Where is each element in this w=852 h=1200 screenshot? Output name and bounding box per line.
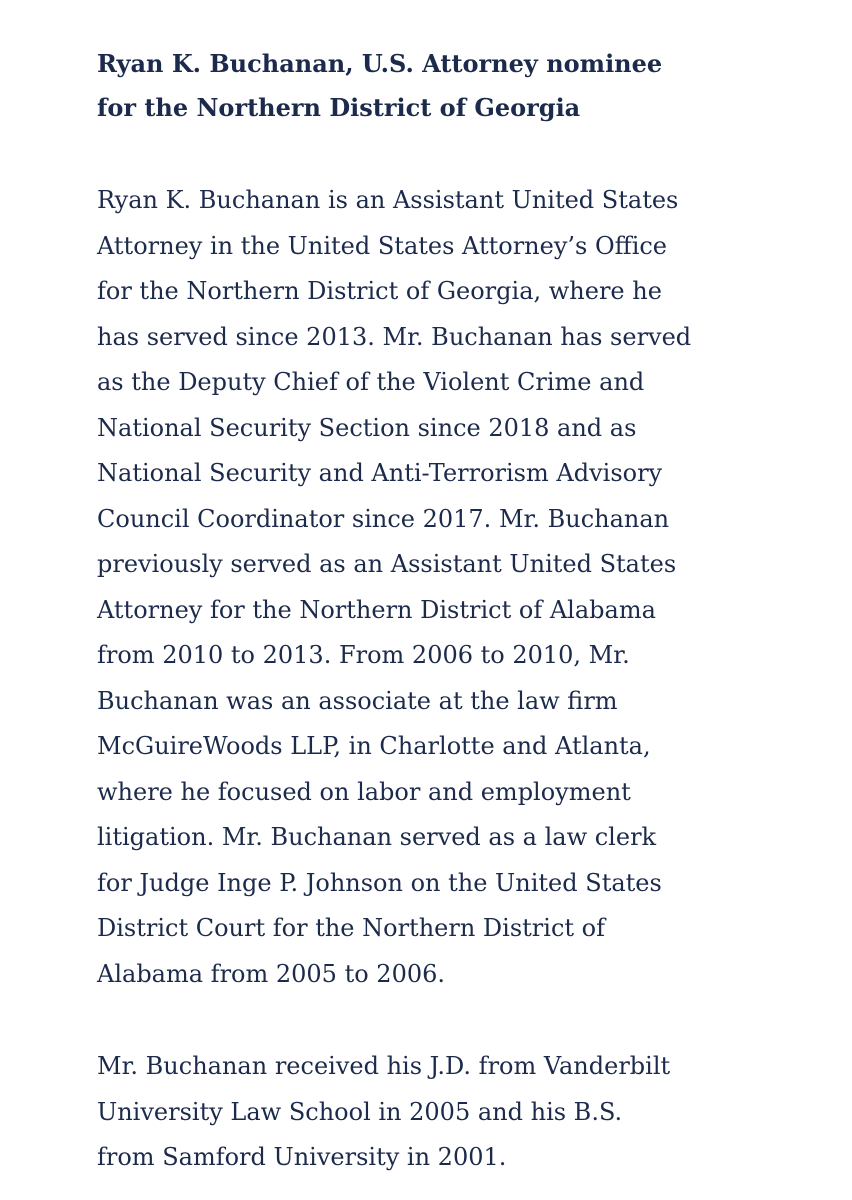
- paragraph-line: Ryan K. Buchanan is an Assistant United States: [97, 186, 679, 214]
- paragraph-line: litigation. Mr. Buchanan served as a law clerk: [97, 823, 657, 851]
- heading-line: Ryan K. Buchanan, U.S. Attorney nominee: [97, 49, 663, 78]
- paragraph-line: Alabama from 2005 to 2006.: [97, 959, 446, 988]
- paragraph-line: from Samford University in 2001.: [97, 1143, 507, 1171]
- paragraph-line: Mr. Buchanan received his J.D. from Vanderbilt: [97, 1052, 671, 1080]
- document-heading: [97, 42, 797, 130]
- paragraph-line: as the Deputy Chief of the Violent Crime and: [97, 368, 645, 396]
- biography-paragraph: [97, 178, 797, 997]
- paragraph-line: District Court for the Northern District of: [97, 914, 605, 942]
- paragraph-line: National Security and Anti-Terrorism Advisory: [97, 459, 663, 487]
- paragraph-line: University Law School in 2005 and his B.S.: [97, 1097, 623, 1126]
- paragraph-line: has served since 2013. Mr. Buchanan has served: [97, 322, 692, 351]
- paragraph-line: Buchanan was an associate at the law firm: [97, 686, 618, 715]
- paragraph-line: Council Coordinator since 2017. Mr. Buchanan: [97, 504, 670, 533]
- heading-line: for the Northern District of Georgia: [97, 93, 581, 122]
- paragraph-line: for Judge Inge P. Johnson on the United States: [97, 868, 662, 897]
- paragraph-line: McGuireWoods LLP, in Charlotte and Atlanta,: [97, 732, 651, 760]
- paragraph-line: from 2010 to 2013. From 2006 to 2010, Mr.: [97, 641, 630, 669]
- paragraph-line: for the Northern District of Georgia, where he: [97, 277, 662, 305]
- education-paragraph: [97, 1044, 797, 1181]
- paragraph-line: Attorney for the Northern District of Alabama: [97, 595, 656, 624]
- paragraph-line: Attorney in the United States Attorney’s Office: [97, 231, 668, 260]
- paragraph-line: National Security Section since 2018 and as: [97, 413, 637, 442]
- paragraph-line: where he focused on labor and employment: [97, 777, 631, 806]
- paragraph-line: previously served as an Assistant United States: [97, 550, 677, 578]
- document-page: [97, 42, 797, 1181]
